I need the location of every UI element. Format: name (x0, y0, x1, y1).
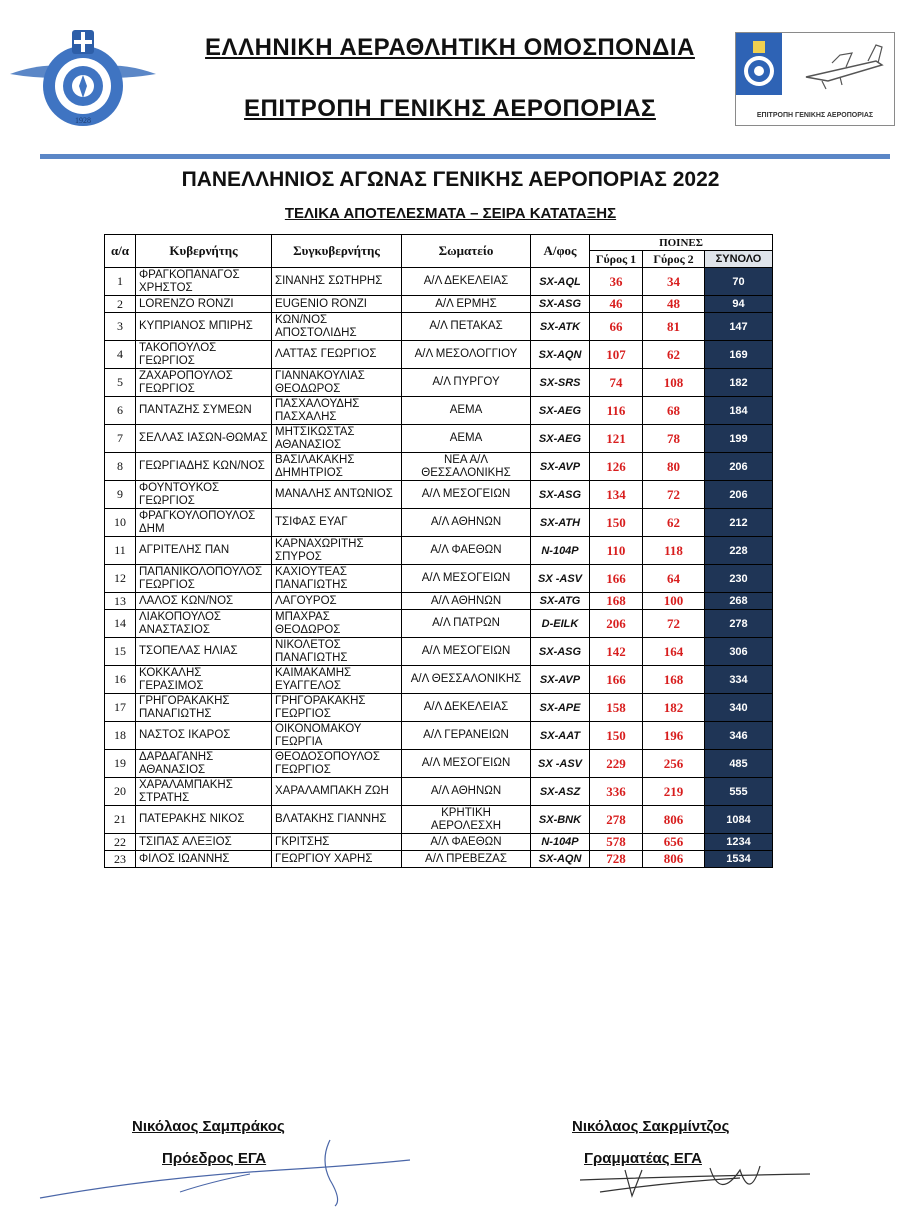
row-number: 14 (105, 610, 136, 638)
pilot-name: ΤΣΟΠΕΛΑΣ ΗΛΙΑΣ (136, 638, 272, 666)
header-aa: α/α (105, 235, 136, 268)
table-row (105, 834, 773, 851)
results-table (104, 234, 773, 868)
club-name: Α/Λ ΘΕΣΣΑΛΟΝΙΚΗΣ (402, 666, 531, 694)
pilot-name: ΛΑΛΟΣ ΚΩΝ/ΝΟΣ (136, 593, 272, 610)
header-total: ΣΥΝΟΛΟ (705, 251, 773, 268)
row-number: 3 (105, 313, 136, 341)
round-1-penalty: 107 (590, 341, 643, 369)
logo-caption: ΕΠΙΤΡΟΠΗ ΓΕΝΙΚΗΣ ΑΕΡΟΠΟΡΙΑΣ (756, 112, 874, 119)
row-number: 6 (105, 397, 136, 425)
copilot-name: ΚΑΡΝΑΧΩΡΙΤΗΣ ΣΠΥΡΟΣ (272, 537, 402, 565)
copilot-name: ΜΠΑΧΡΑΣ ΘΕΟΔΩΡΟΣ (272, 610, 402, 638)
copilot-name: ΓΕΩΡΓΙΟΥ ΧΑΡΗΣ (272, 851, 402, 868)
total-penalty: 1534 (705, 851, 773, 868)
total-penalty: 1084 (705, 806, 773, 834)
row-number: 8 (105, 453, 136, 481)
round-2-penalty: 196 (643, 722, 705, 750)
aircraft-registration: SX-AEG (531, 425, 590, 453)
round-1-penalty: 121 (590, 425, 643, 453)
round-2-penalty: 68 (643, 397, 705, 425)
club-name: ΚΡΗΤΙΚΗ ΑΕΡΟΛΕΣΧΗ (402, 806, 531, 834)
round-2-penalty: 118 (643, 537, 705, 565)
table-row (105, 313, 773, 341)
total-penalty: 206 (705, 453, 773, 481)
copilot-name: ΓΙΑΝΝΑΚΟΥΛΙΑΣ ΘΕΟΔΩΡΟΣ (272, 369, 402, 397)
club-name: Α/Λ ΠΑΤΡΩΝ (402, 610, 531, 638)
total-penalty: 212 (705, 509, 773, 537)
total-penalty: 228 (705, 537, 773, 565)
header-penalties: ΠΟΙΝΕΣ (590, 235, 773, 251)
round-2-penalty: 256 (643, 750, 705, 778)
row-number: 4 (105, 341, 136, 369)
row-number: 9 (105, 481, 136, 509)
total-penalty: 199 (705, 425, 773, 453)
total-penalty: 1234 (705, 834, 773, 851)
aircraft-registration: SX-AAT (531, 722, 590, 750)
signature-right-role: Γραμματέας ΕΓΑ (584, 1150, 702, 1167)
pilot-name: ΝΑΣΤΟΣ ΙΚΑΡΟΣ (136, 722, 272, 750)
club-name: ΑΕΜΑ (402, 425, 531, 453)
round-1-penalty: 166 (590, 565, 643, 593)
total-penalty: 268 (705, 593, 773, 610)
total-penalty: 278 (705, 610, 773, 638)
aircraft-registration: SX-ATK (531, 313, 590, 341)
club-name: ΝΕΑ Α/Λ ΘΕΣΣΑΛΟΝΙΚΗΣ (402, 453, 531, 481)
federation-logo (8, 22, 158, 132)
round-1-penalty: 728 (590, 851, 643, 868)
aircraft-registration: SX-AVP (531, 666, 590, 694)
aircraft-registration: SX-AEG (531, 397, 590, 425)
total-penalty: 485 (705, 750, 773, 778)
club-name: Α/Λ ΔΕΚΕΛΕΙΑΣ (402, 268, 531, 296)
round-2-penalty: 806 (643, 851, 705, 868)
signature-left-role: Πρόεδρος ΕΓΑ (162, 1150, 267, 1167)
results-body (105, 268, 773, 868)
pilot-name: ΚΟΚΚΑΛΗΣ ΓΕΡΑΣΙΜΟΣ (136, 666, 272, 694)
aircraft-registration: SX-AQN (531, 341, 590, 369)
copilot-name: ΚΑΧΙΟΥΤΕΑΣ ΠΑΝΑΓΙΩΤΗΣ (272, 565, 402, 593)
pilot-name: ΚΥΠΡΙΑΝΟΣ ΜΠΙΡΗΣ (136, 313, 272, 341)
row-number: 7 (105, 425, 136, 453)
pilot-name: ΔΑΡΔΑΓΑΝΗΣ ΑΘΑΝΑΣΙΟΣ (136, 750, 272, 778)
org-title: ΕΛΛΗΝΙΚΗ ΑΕΡΑΘΛΗΤΙΚΗ ΟΜΟΣΠΟΝΔΙΑ (205, 34, 695, 61)
table-row (105, 481, 773, 509)
club-name: Α/Λ ΜΕΣΟΓΕΙΩΝ (402, 481, 531, 509)
row-number: 13 (105, 593, 136, 610)
copilot-name: ΛΑΓΟΥΡΟΣ (272, 593, 402, 610)
pilot-name: ΠΑΝΤΑΖΗΣ ΣΥΜΕΩΝ (136, 397, 272, 425)
round-1-penalty: 158 (590, 694, 643, 722)
signature-left-scribble (30, 1130, 420, 1210)
round-1-penalty: 229 (590, 750, 643, 778)
row-number: 1 (105, 268, 136, 296)
aircraft-registration: SX-AVP (531, 453, 590, 481)
row-number: 18 (105, 722, 136, 750)
table-row (105, 537, 773, 565)
header-copilot: Συγκυβερνήτης (272, 235, 402, 268)
club-name: ΑΕΜΑ (402, 397, 531, 425)
pilot-name: LORENZO RONZI (136, 296, 272, 313)
copilot-name: ΒΑΣΙΛΑΚΑΚΗΣ ΔΗΜΗΤΡΙΟΣ (272, 453, 402, 481)
copilot-name: ΒΛΑΤΑΚΗΣ ΓΙΑΝΝΗΣ (272, 806, 402, 834)
club-name: Α/Λ ΠΥΡΓΟΥ (402, 369, 531, 397)
table-row (105, 565, 773, 593)
signature-left-name: Νικόλαος Σαμπράκος (132, 1118, 285, 1135)
round-2-penalty: 656 (643, 834, 705, 851)
copilot-name: ΜΗΤΣΙΚΩΣΤΑΣ ΑΘΑΝΑΣΙΟΣ (272, 425, 402, 453)
pilot-name: ΠΑΠΑΝΙΚΟΛΟΠΟΥΛΟΣ ΓΕΩΡΓΙΟΣ (136, 565, 272, 593)
round-1-penalty: 150 (590, 722, 643, 750)
row-number: 16 (105, 666, 136, 694)
aircraft-registration: SX -ASV (531, 565, 590, 593)
table-row (105, 638, 773, 666)
club-name: Α/Λ ΦΑΕΘΩΝ (402, 537, 531, 565)
round-1-penalty: 336 (590, 778, 643, 806)
round-2-penalty: 219 (643, 778, 705, 806)
header-round-1: Γύρος 1 (590, 251, 643, 268)
round-2-penalty: 62 (643, 341, 705, 369)
header-pilot: Κυβερνήτης (136, 235, 272, 268)
copilot-name: ΚΩΝ/ΝΟΣ ΑΠΟΣΤΟΛΙΔΗΣ (272, 313, 402, 341)
copilot-name: EUGENIO RONZI (272, 296, 402, 313)
table-row (105, 509, 773, 537)
aircraft-registration: SX-APE (531, 694, 590, 722)
aircraft-registration: SX-AQN (531, 851, 590, 868)
pilot-name: ΓΡΗΓΟΡΑΚΑΚΗΣ ΠΑΝΑΓΙΩΤΗΣ (136, 694, 272, 722)
aircraft-registration: SX -ASV (531, 750, 590, 778)
signature-right-scribble (570, 1140, 820, 1210)
row-number: 12 (105, 565, 136, 593)
aircraft-registration: N-104P (531, 537, 590, 565)
total-penalty: 306 (705, 638, 773, 666)
copilot-name: ΠΑΣΧΑΛΟΥΔΗΣ ΠΑΣΧΑΛΗΣ (272, 397, 402, 425)
round-2-penalty: 806 (643, 806, 705, 834)
round-1-penalty: 166 (590, 666, 643, 694)
copilot-name: ΝΙΚΟΛΕΤΟΣ ΠΑΝΑΓΙΩΤΗΣ (272, 638, 402, 666)
club-name: Α/Λ ΑΘΗΝΩΝ (402, 778, 531, 806)
pilot-name: ΓΕΩΡΓΙΑΔΗΣ ΚΩΝ/ΝΟΣ (136, 453, 272, 481)
total-penalty: 555 (705, 778, 773, 806)
table-row (105, 851, 773, 868)
header-club: Σωματείο (402, 235, 531, 268)
aircraft-registration: SX-ATG (531, 593, 590, 610)
copilot-name: ΚΑΙΜΑΚΑΜΗΣ ΕΥΑΓΓΕΛΟΣ (272, 666, 402, 694)
copilot-name: ΓΡΗΓΟΡΑΚΑΚΗΣ ΓΕΩΡΓΙΟΣ (272, 694, 402, 722)
club-name: Α/Λ ΑΘΗΝΩΝ (402, 509, 531, 537)
row-number: 15 (105, 638, 136, 666)
round-1-penalty: 168 (590, 593, 643, 610)
pilot-name: ΦΡΑΓΚΟΥΛΟΠΟΥΛΟΣ ΔΗΜ (136, 509, 272, 537)
row-number: 2 (105, 296, 136, 313)
total-penalty: 206 (705, 481, 773, 509)
club-name: Α/Λ ΜΕΣΟΓΕΙΩΝ (402, 638, 531, 666)
round-1-penalty: 74 (590, 369, 643, 397)
table-row (105, 806, 773, 834)
total-penalty: 70 (705, 268, 773, 296)
pilot-name: ΣΕΛΛΑΣ ΙΑΣΩΝ-ΘΩΜΑΣ (136, 425, 272, 453)
table-row (105, 722, 773, 750)
aircraft-registration: D-EILK (531, 610, 590, 638)
copilot-name: ΘΕΟΔΟΣΟΠΟΥΛΟΣ ΓΕΩΡΓΙΟΣ (272, 750, 402, 778)
copilot-name: ΛΑΤΤΑΣ ΓΕΩΡΓΙΟΣ (272, 341, 402, 369)
org-subtitle: ΕΠΙΤΡΟΠΗ ΓΕΝΙΚΗΣ ΑΕΡΟΠΟΡΙΑΣ (244, 95, 656, 122)
club-name: Α/Λ ΜΕΣΟΛΟΓΓΙΟΥ (402, 341, 531, 369)
copilot-name: ΣΙΝΑΝΗΣ ΣΩΤΗΡΗΣ (272, 268, 402, 296)
pilot-name: ΤΣΙΠΑΣ ΑΛΕΞΙΟΣ (136, 834, 272, 851)
table-row (105, 268, 773, 296)
table-row (105, 369, 773, 397)
pilot-name: ΦΡΑΓΚΟΠΑΝΑΓΟΣ ΧΡΗΣΤΟΣ (136, 268, 272, 296)
row-number: 22 (105, 834, 136, 851)
competition-title: ΠΑΝΕΛΛΗΝΙΟΣ ΑΓΩΝΑΣ ΓΕΝΙΚΗΣ ΑΕΡΟΠΟΡΙΑΣ 2022 (181, 168, 720, 191)
round-2-penalty: 168 (643, 666, 705, 694)
round-2-penalty: 164 (643, 638, 705, 666)
round-1-penalty: 66 (590, 313, 643, 341)
table-row (105, 593, 773, 610)
total-penalty: 346 (705, 722, 773, 750)
table-row (105, 750, 773, 778)
aircraft-registration: N-104P (531, 834, 590, 851)
row-number: 10 (105, 509, 136, 537)
aircraft-registration: SX-AQL (531, 268, 590, 296)
aircraft-registration: SX-ATH (531, 509, 590, 537)
copilot-name: ΤΣΙΦΑΣ ΕΥΑΓ (272, 509, 402, 537)
copilot-name: ΓΚΡΙΤΣΗΣ (272, 834, 402, 851)
round-2-penalty: 34 (643, 268, 705, 296)
round-1-penalty: 150 (590, 509, 643, 537)
round-1-penalty: 134 (590, 481, 643, 509)
row-number: 21 (105, 806, 136, 834)
aircraft-registration: SX-ASG (531, 638, 590, 666)
round-2-penalty: 72 (643, 481, 705, 509)
total-penalty: 340 (705, 694, 773, 722)
club-name: Α/Λ ΔΕΚΕΛΕΙΑΣ (402, 694, 531, 722)
round-1-penalty: 110 (590, 537, 643, 565)
table-row (105, 778, 773, 806)
row-number: 23 (105, 851, 136, 868)
club-name: Α/Λ ΦΑΕΘΩΝ (402, 834, 531, 851)
row-number: 5 (105, 369, 136, 397)
round-1-penalty: 578 (590, 834, 643, 851)
total-penalty: 147 (705, 313, 773, 341)
pilot-name: ΦΙΛΟΣ ΙΩΑΝΝΗΣ (136, 851, 272, 868)
pilot-name: ΤΑΚΟΠΟΥΛΟΣ ΓΕΩΡΓΙΟΣ (136, 341, 272, 369)
header-aircraft: Α/φος (531, 235, 590, 268)
header-divider (40, 154, 890, 159)
total-penalty: 94 (705, 296, 773, 313)
round-2-penalty: 78 (643, 425, 705, 453)
logo-year: 1928 (75, 116, 91, 125)
table-row (105, 397, 773, 425)
club-name: Α/Λ ΜΕΣΟΓΕΙΩΝ (402, 750, 531, 778)
aircraft-registration: SX-SRS (531, 369, 590, 397)
round-2-penalty: 64 (643, 565, 705, 593)
aircraft-registration: SX-ASG (531, 481, 590, 509)
pilot-name: ΦΟΥΝΤΟΥΚΟΣ ΓΕΩΡΓΙΟΣ (136, 481, 272, 509)
pilot-name: ΑΓΡΙΤΕΛΗΣ ΠΑΝ (136, 537, 272, 565)
club-name: Α/Λ ΓΕΡΑΝΕΙΩΝ (402, 722, 531, 750)
round-2-penalty: 81 (643, 313, 705, 341)
round-1-penalty: 206 (590, 610, 643, 638)
club-name: Α/Λ ΠΡΕΒΕΖΑΣ (402, 851, 531, 868)
total-penalty: 334 (705, 666, 773, 694)
table-row (105, 296, 773, 313)
table-row (105, 425, 773, 453)
club-name: Α/Λ ΜΕΣΟΓΕΙΩΝ (402, 565, 531, 593)
copilot-name: ΜΑΝΑΛΗΣ ΑΝΤΩΝΙΟΣ (272, 481, 402, 509)
row-number: 11 (105, 537, 136, 565)
header-round-2: Γύρος 2 (643, 251, 705, 268)
round-2-penalty: 72 (643, 610, 705, 638)
club-name: Α/Λ ΕΡΜΗΣ (402, 296, 531, 313)
round-2-penalty: 80 (643, 453, 705, 481)
club-name: Α/Λ ΠΕΤΑΚΑΣ (402, 313, 531, 341)
total-penalty: 230 (705, 565, 773, 593)
pilot-name: ΛΙΑΚΟΠΟΥΛΟΣ ΑΝΑΣΤΑΣΙΟΣ (136, 610, 272, 638)
aircraft-registration: SX-ASG (531, 296, 590, 313)
round-2-penalty: 48 (643, 296, 705, 313)
table-row (105, 666, 773, 694)
row-number: 20 (105, 778, 136, 806)
round-1-penalty: 36 (590, 268, 643, 296)
signature-right-name: Νικόλαος Σακρμίντζος (572, 1118, 730, 1135)
total-penalty: 182 (705, 369, 773, 397)
copilot-name: ΧΑΡΑΛΑΜΠΑΚΗ ΖΩΗ (272, 778, 402, 806)
committee-logo (735, 32, 895, 126)
club-name: Α/Λ ΑΘΗΝΩΝ (402, 593, 531, 610)
pilot-name: ΧΑΡΑΛΑΜΠΑΚΗΣ ΣΤΡΑΤΗΣ (136, 778, 272, 806)
copilot-name: ΟΙΚΟΝΟΜΑΚΟΥ ΓΕΩΡΓΙΑ (272, 722, 402, 750)
round-2-penalty: 62 (643, 509, 705, 537)
round-1-penalty: 46 (590, 296, 643, 313)
table-row (105, 341, 773, 369)
total-penalty: 184 (705, 397, 773, 425)
round-1-penalty: 278 (590, 806, 643, 834)
round-2-penalty: 182 (643, 694, 705, 722)
aircraft-registration: SX-BNK (531, 806, 590, 834)
table-row (105, 610, 773, 638)
aircraft-registration: SX-ASZ (531, 778, 590, 806)
round-1-penalty: 142 (590, 638, 643, 666)
competition-subtitle: ΤΕΛΙΚΑ ΑΠΟΤΕΛΕΣΜΑΤΑ – ΣΕΙΡΑ ΚΑΤΑΤΑΞΗΣ (284, 205, 617, 222)
round-1-penalty: 116 (590, 397, 643, 425)
round-2-penalty: 100 (643, 593, 705, 610)
total-penalty: 169 (705, 341, 773, 369)
table-row (105, 453, 773, 481)
table-row (105, 694, 773, 722)
round-1-penalty: 126 (590, 453, 643, 481)
pilot-name: ΖΑΧΑΡΟΠΟΥΛΟΣ ΓΕΩΡΓΙΟΣ (136, 369, 272, 397)
pilot-name: ΠΑΤΕΡΑΚΗΣ ΝΙΚΟΣ (136, 806, 272, 834)
row-number: 17 (105, 694, 136, 722)
round-2-penalty: 108 (643, 369, 705, 397)
row-number: 19 (105, 750, 136, 778)
